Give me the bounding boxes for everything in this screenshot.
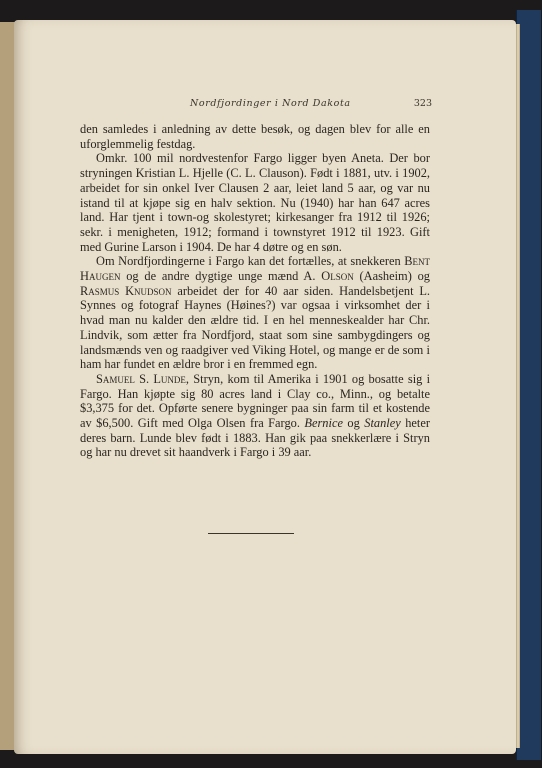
paragraph-4 <box>80 372 430 460</box>
body-text <box>80 122 430 460</box>
paragraph-4-text-a: Stryn, kom til Amerika i 1901 og bosatte sig i Fargo. Han kjøpte sig 80 acres land i Clay co., Minn., og betalte $3,375 for det. Opførte senere bygninger paa sin farm til et kostende av $6,500. Gift med Olga Olsen fra Fargo. <box>80 371 431 431</box>
paragraph-3 <box>80 254 430 372</box>
child-name-stanley: Stanley <box>364 416 401 431</box>
page-number: 323 <box>413 98 432 109</box>
paragraph-3-text-d: arbeidet der for 40 aar siden. Handelsbetjent L. Synnes og fotograf Haynes (Høines?) var ogsaa i virksomhet der i hvad man nu kalder den ældre tid. I en hel menneskealder har Chr. Lindvik, som ætter fra Nordfjord, staat som sine sambygdingers og landsmænds ven og raadgiver ved Viking Hotel, og mange er de som i ham har fundet en ældre bror i en fremmed egn. <box>80 283 430 372</box>
running-title: Nordfjordinger i Nord Dakota <box>190 98 351 109</box>
paragraph-3-text-a: Om Nordfjordingerne i Fargo kan det fortælles, at snekkeren <box>96 254 405 269</box>
person-name-bent-haugen: Bent Haugen <box>80 254 430 284</box>
person-name-samuel-lunde: Samuel S. Lunde, <box>96 371 190 386</box>
paragraph-1: den samledes i anledning av dette besøk, og dagen blev for alle en uforglemmelig festdag. <box>80 122 430 151</box>
paragraph-3-text-b: og de andre dygtige unge mænd A. <box>120 269 322 284</box>
person-name-rasmus-knudson: Rasmus Knudson <box>80 283 172 298</box>
paragraph-4-text-b: og <box>342 416 365 431</box>
paragraph-3-text-c: (Aasheim) og <box>353 269 430 284</box>
section-divider <box>208 533 294 534</box>
person-name-olson: Olson <box>321 269 354 284</box>
paragraph-4-text-c: heter deres barn. Lunde blev født i 1883. Han gik paa snekkerlære i Stryn og har nu drevet sit haandverk i Fargo i 39 aar. <box>80 416 430 460</box>
child-name-bernice: Bernice <box>304 416 343 431</box>
paragraph-2: Omkr. 100 mil nordvestenfor Fargo ligger byen Aneta. Der bor stryningen Kristian L. Hjelle (C. L. Clauson). Født i 1881, utv. i 1902, arbeidet for sin onkel Iver Clausen 2 aar, leiet land 5 aar, og var nu istand til at kjøpe sig en halv sektion. Nu (1940) har han 647 acres land. Har tjent i town-og skolestyret; kirkesanger fra 1912 til 1926; sekr. i menigheten, 1912; formand i townstyret 1912 til 1923. Gift med Gurine Larson i 1904. De har 4 døtre og en søn. <box>80 151 430 254</box>
